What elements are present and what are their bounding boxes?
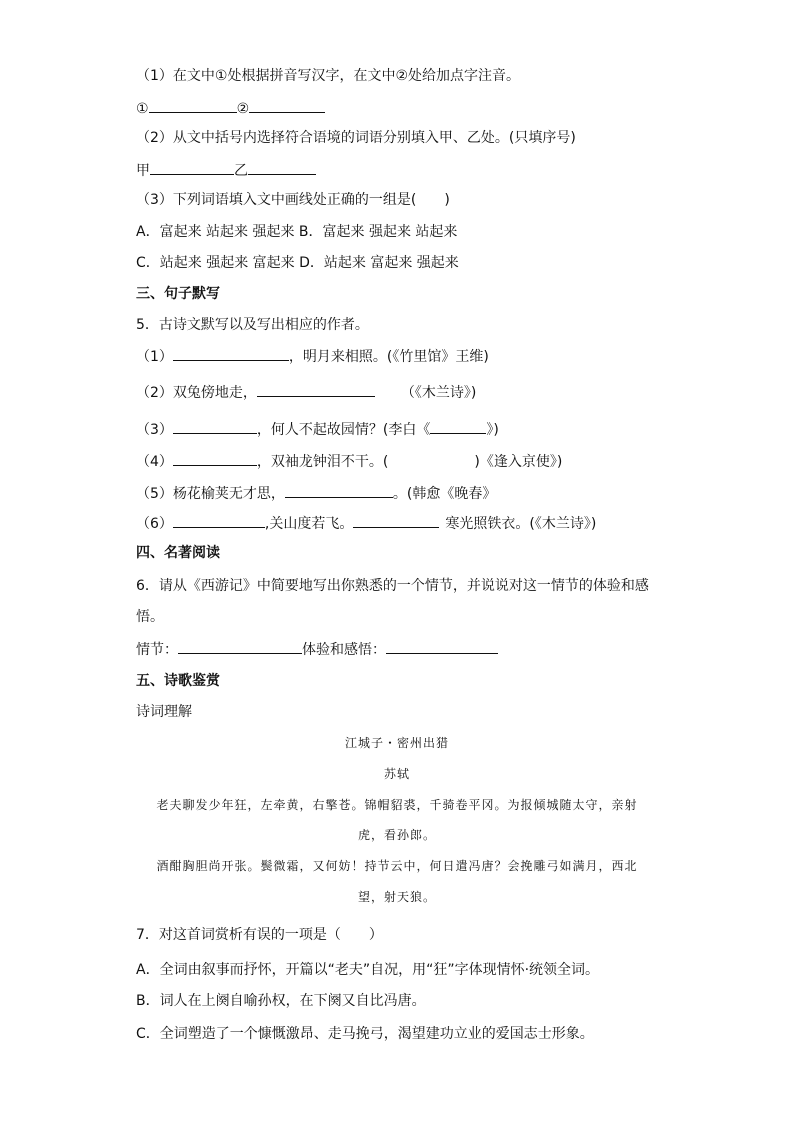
q6-answer-line: [136, 639, 498, 660]
answer-blank[interactable]: [173, 451, 257, 466]
answer-blank[interactable]: [249, 98, 325, 113]
answer-blank[interactable]: [150, 160, 234, 175]
q7-option-a: A．全词由叙事而抒怀，开篇以“老夫”自况，用“狂”字体现情怀·统领全词。: [136, 962, 600, 978]
answer-blank[interactable]: [430, 419, 486, 434]
q6-prompt-cont: 悟。: [136, 609, 164, 625]
answer-blank[interactable]: [173, 419, 257, 434]
line-text: ，双袖龙钟泪不干。(: [256, 454, 389, 470]
plot-label: 情节：: [136, 642, 178, 658]
q5-line-2: [136, 382, 476, 403]
q5-line-3: [136, 419, 499, 440]
line-source: 。(韩愈《晚春》: [392, 486, 497, 502]
plot-blank[interactable]: [178, 639, 302, 654]
q5-line-4: [136, 451, 562, 472]
q4-sub3: （3）下列词语填入文中画线处正确的一组是( ): [136, 192, 450, 208]
q5-prompt: 5．古诗文默写以及写出相应的作者。: [136, 317, 369, 333]
answer-blank[interactable]: [173, 346, 289, 361]
answer-blank[interactable]: [285, 483, 393, 498]
line-text: （5）杨花榆荚无才思，: [136, 486, 285, 502]
section-3-title: 三、句子默写: [136, 286, 220, 302]
blank-marker-1: ①: [136, 101, 149, 117]
line-text: ,关山度若飞。: [264, 516, 354, 532]
q7-option-c: C．全词塑造了一个慷慨激昂、走马挽弓，渴望建功立业的爱国志士形象。: [136, 1026, 594, 1042]
feel-label: 体验和感悟：: [302, 642, 386, 658]
poem-line: 老夫聊发少年狂，左牵黄，右擎苍。锦帽貂裘，千骑卷平冈。为报倾城随太守，亲射: [156, 798, 638, 812]
line-source: （《木兰诗》): [400, 385, 477, 401]
q7-option-b: B．词人在上阕自喻孙权，在下阕又自比冯唐。: [136, 993, 426, 1009]
line-source: 寒光照铁衣。(《木兰诗》): [445, 516, 597, 532]
q4-sub1-blanks: [136, 98, 325, 119]
poem-line: 虎，看孙郎。: [357, 828, 436, 842]
section-4-title: 四、名著阅读: [136, 545, 220, 561]
q4-options-ab: A．富起来 站起来 强起来 B．富起来 强起来 站起来: [136, 224, 458, 240]
q7-prompt: 7．对这首词赏析有误的一项是（ ）: [136, 927, 383, 943]
line-text: ，何人不起故园情？(李白《: [256, 422, 431, 438]
answer-blank[interactable]: [149, 98, 237, 113]
poem-author: 苏轼: [383, 767, 410, 781]
poem-line: 酒酣胸胆尚开张。鬓微霜，又何妨！持节云中，何日遣冯唐？会挽雕弓如满月，西北: [156, 859, 638, 873]
line-prefix: （3）: [136, 422, 173, 438]
q6-prompt: 6．请从《西游记》中简要地写出你熟悉的一个情节，并说说对这一情节的体验和感: [136, 578, 649, 594]
q5-line-1: [136, 346, 489, 367]
feel-blank[interactable]: [386, 639, 498, 654]
line-source: 》): [486, 422, 499, 438]
line-source: )《逢入京使》): [474, 454, 563, 470]
q4-sub1: （1）在文中①处根据拼音写汉字，在文中②处给加点字注音。: [136, 68, 521, 84]
q4-options-cd: C．站起来 强起来 富起来 D．站起来 富起来 强起来: [136, 255, 459, 271]
blank-marker-2: ②: [236, 101, 250, 117]
poem-line: 望，射天狼。: [357, 890, 436, 904]
q4-sub2-blanks: [136, 160, 316, 181]
q5-line-6: [136, 513, 596, 534]
q4-sub2: （2）从文中括号内选择符合语境的词语分别填入甲、乙处。(只填序号): [136, 130, 576, 146]
line-prefix: （4）: [136, 454, 173, 470]
answer-blank[interactable]: [353, 513, 439, 528]
q5-line-5: [136, 483, 496, 504]
answer-blank[interactable]: [257, 382, 375, 397]
answer-blank[interactable]: [173, 513, 265, 528]
poem-title: 江城子・密州出猎: [344, 736, 449, 750]
jia-label: 甲: [136, 163, 150, 179]
section-5-subtitle: 诗词理解: [136, 704, 192, 720]
answer-blank[interactable]: [248, 160, 316, 175]
yi-label: 乙: [234, 163, 248, 179]
line-text: ，明月来相照。(《竹里馆》王维): [288, 349, 489, 365]
section-5-title: 五、诗歌鉴赏: [136, 673, 220, 689]
line-text: （2）双兔傍地走，: [136, 385, 257, 401]
line-prefix: （1）: [136, 349, 173, 365]
line-prefix: （6）: [136, 516, 173, 532]
